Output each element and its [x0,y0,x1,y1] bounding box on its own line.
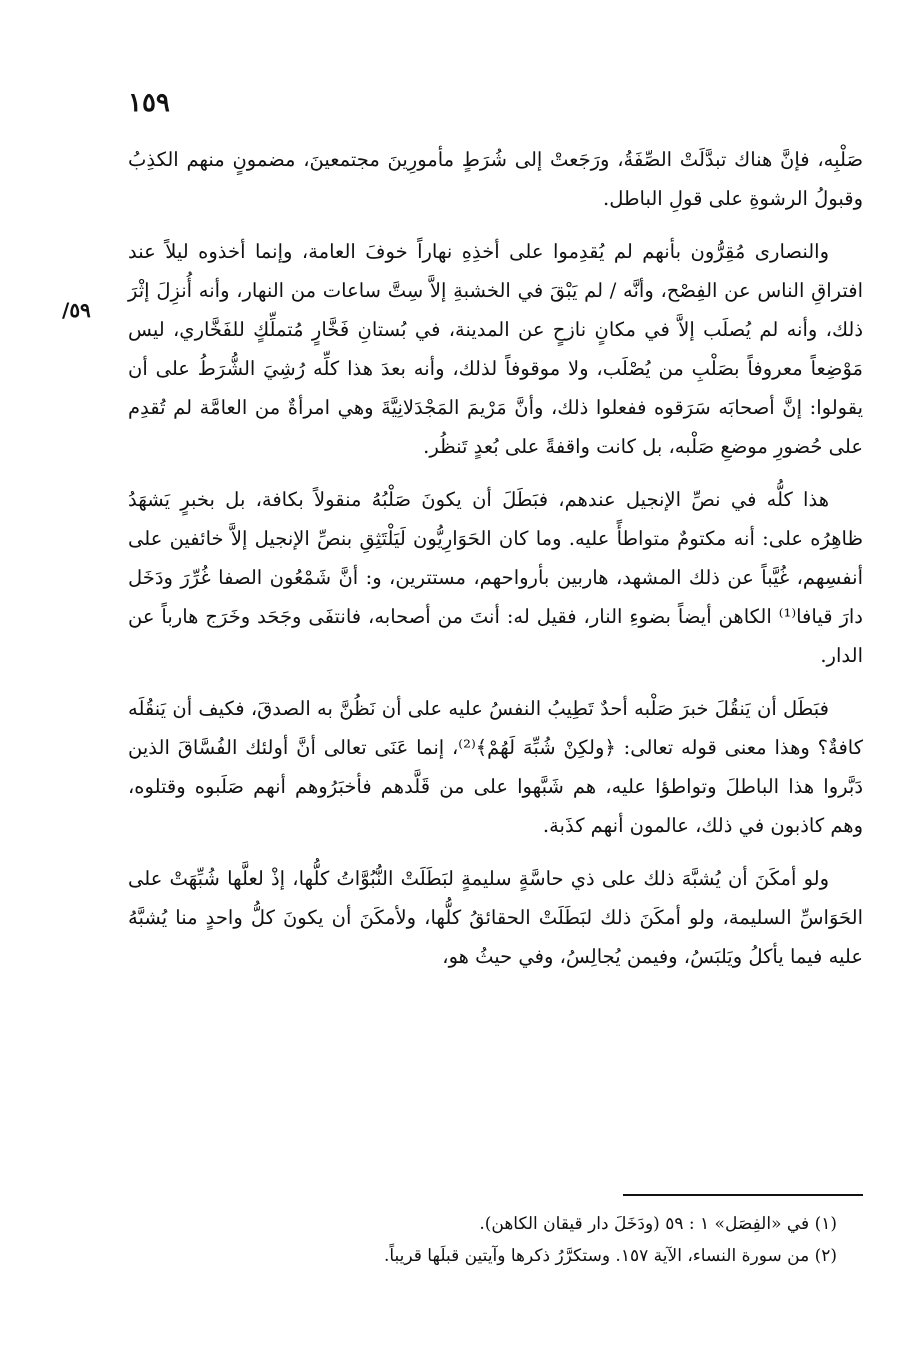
paragraph-2: والنصارى مُقِرُّون بأنهم لم يُقدِموا على أخذِهِ نهاراً خوفَ العامة، وإنما أخذوه ليلاً عند افتراقِ الناس عن الفِصْح، وأنَّه / لم يَبْقَ في الخشبةِ إلاَّ سِتَّ ساعات من النهار، وأنه أُنزِلَ إثْرَ ذلك، وأنه لم يُصلَب إلاَّ في مكانٍ نازحٍ عن المدينة، في بُستانِ فَخَّارٍ مُتملِّكٍ للفَخَّاري، ليس مَوْضِعاً معروفاً بصَلْبِ من يُصْلَب، ولا موقوفاً لذلك، وأنه بعدَ هذا كلِّه رُشِيَ الشُّرَطُ على أن يقولوا: إنَّ أصحابَه سَرَقوه ففعلوا ذلك، وأنَّ مَرْيمَ المَجْدَلانِيَّةَ وهي امرأةٌ من العامَّة لم تُقدِم على حُضورِ موضعِ صَلْبه، بل كانت واقفةً على بُعدٍ تَنظُر. [128,240,863,458]
margin-page-reference: ٥٩/ [62,298,91,322]
paragraph-3: هذا كلُّه في نصِّ الإنجيل عندهم، فبَطَلَ أن يكونَ صَلْبُهُ منقولاً بكافة، بل بخبرٍ يَشهَدُ ظاهِرُه على: أنه مكتومٌ متواطأً عليه. وما كان الحَوَارِيُّون لَيَلْتَثِقِ بنصِّ الإنجيل إلاَّ خائفين على أنفسِهم، غُيَّباً عن ذلك المشهد، هاربين بأرواحهم، مستترين، و: أنَّ شَمْعُون الصفا غُرِّرَ ودَخَل دارَ قيافا⁽¹⁾ الكاهن أيضاً بضوءِ النار، فقيل له: أنتَ من أصحابه، فانتفَى وجَحَد وخَرَج هارباً عن الدار. [128,488,863,667]
footnote-2: (٢) من سورة النساء، الآية ١٥٧. وستكرَّرُ ذكرها وآيتين قبلَها قريباً. [383,1246,837,1266]
footnotes [128,1208,863,1272]
footnote-divider [623,1194,863,1196]
paragraph-4: فبَطَل أن يَنقُلَ خبرَ صَلْبه أحدٌ تَطِيبُ النفسُ عليه على أن نَظُنَّ به الصدقَ، فكيف أن يَنقُلَه كافةٌ؟ وهذا معنى قوله تعالى: ﴿ولكِنْ شُبِّهَ لَهُمْ﴾⁽²⁾، إنما عَنَى تعالى أنَّ أولئك الفُسَّاقَ الذين دَبَّروا هذا الباطلَ وتواطؤا عليه، هم شَبَّهوا على من قَلَّدهم فأخبَرُوهم أنهم صَلَبوه وقتلوه، وهم كاذبون في ذلك، عالمون أنهم كذَبة. [128,697,863,837]
main-text [128,140,863,990]
paragraph-1: صَلْبِه، فإنَّ هناك تبدَّلَتْ الصِّفَةُ، ورَجَعتْ إلى شُرَطٍ مأمورِينَ مجتمعينَ، مضمونٍ منهم الكذِبُ وقبولُ الرشوةِ على قولِ الباطل. [128,148,863,210]
page-number: ١٥٩ [128,88,170,118]
footnote-1: (١) في «الفِصَل» ١ : ٥٩ (ودَخَلَ دار قيقان الكاهن). [479,1214,837,1234]
paragraph-5: ولو أمكَنَ أن يُشبَّهَ ذلك على ذي حاسَّةٍ سليمةٍ لبَطَلَتْ النُّبُوَّاتُ كلُّها، إذْ لعلَّها شُبِّهَتْ على الحَوَاسِّ السليمة، ولو أمكَنَ ذلك لبَطَلَتْ الحقائقُ كلُّها، ولأمكَنَ أن يكونَ كلُّ واحدٍ منا يُشبَّهُ عليه فيما يأكلُ ويَلبَسُ، وفيمن يُجالِسُ، وفي حيثُ هو، [128,867,863,968]
